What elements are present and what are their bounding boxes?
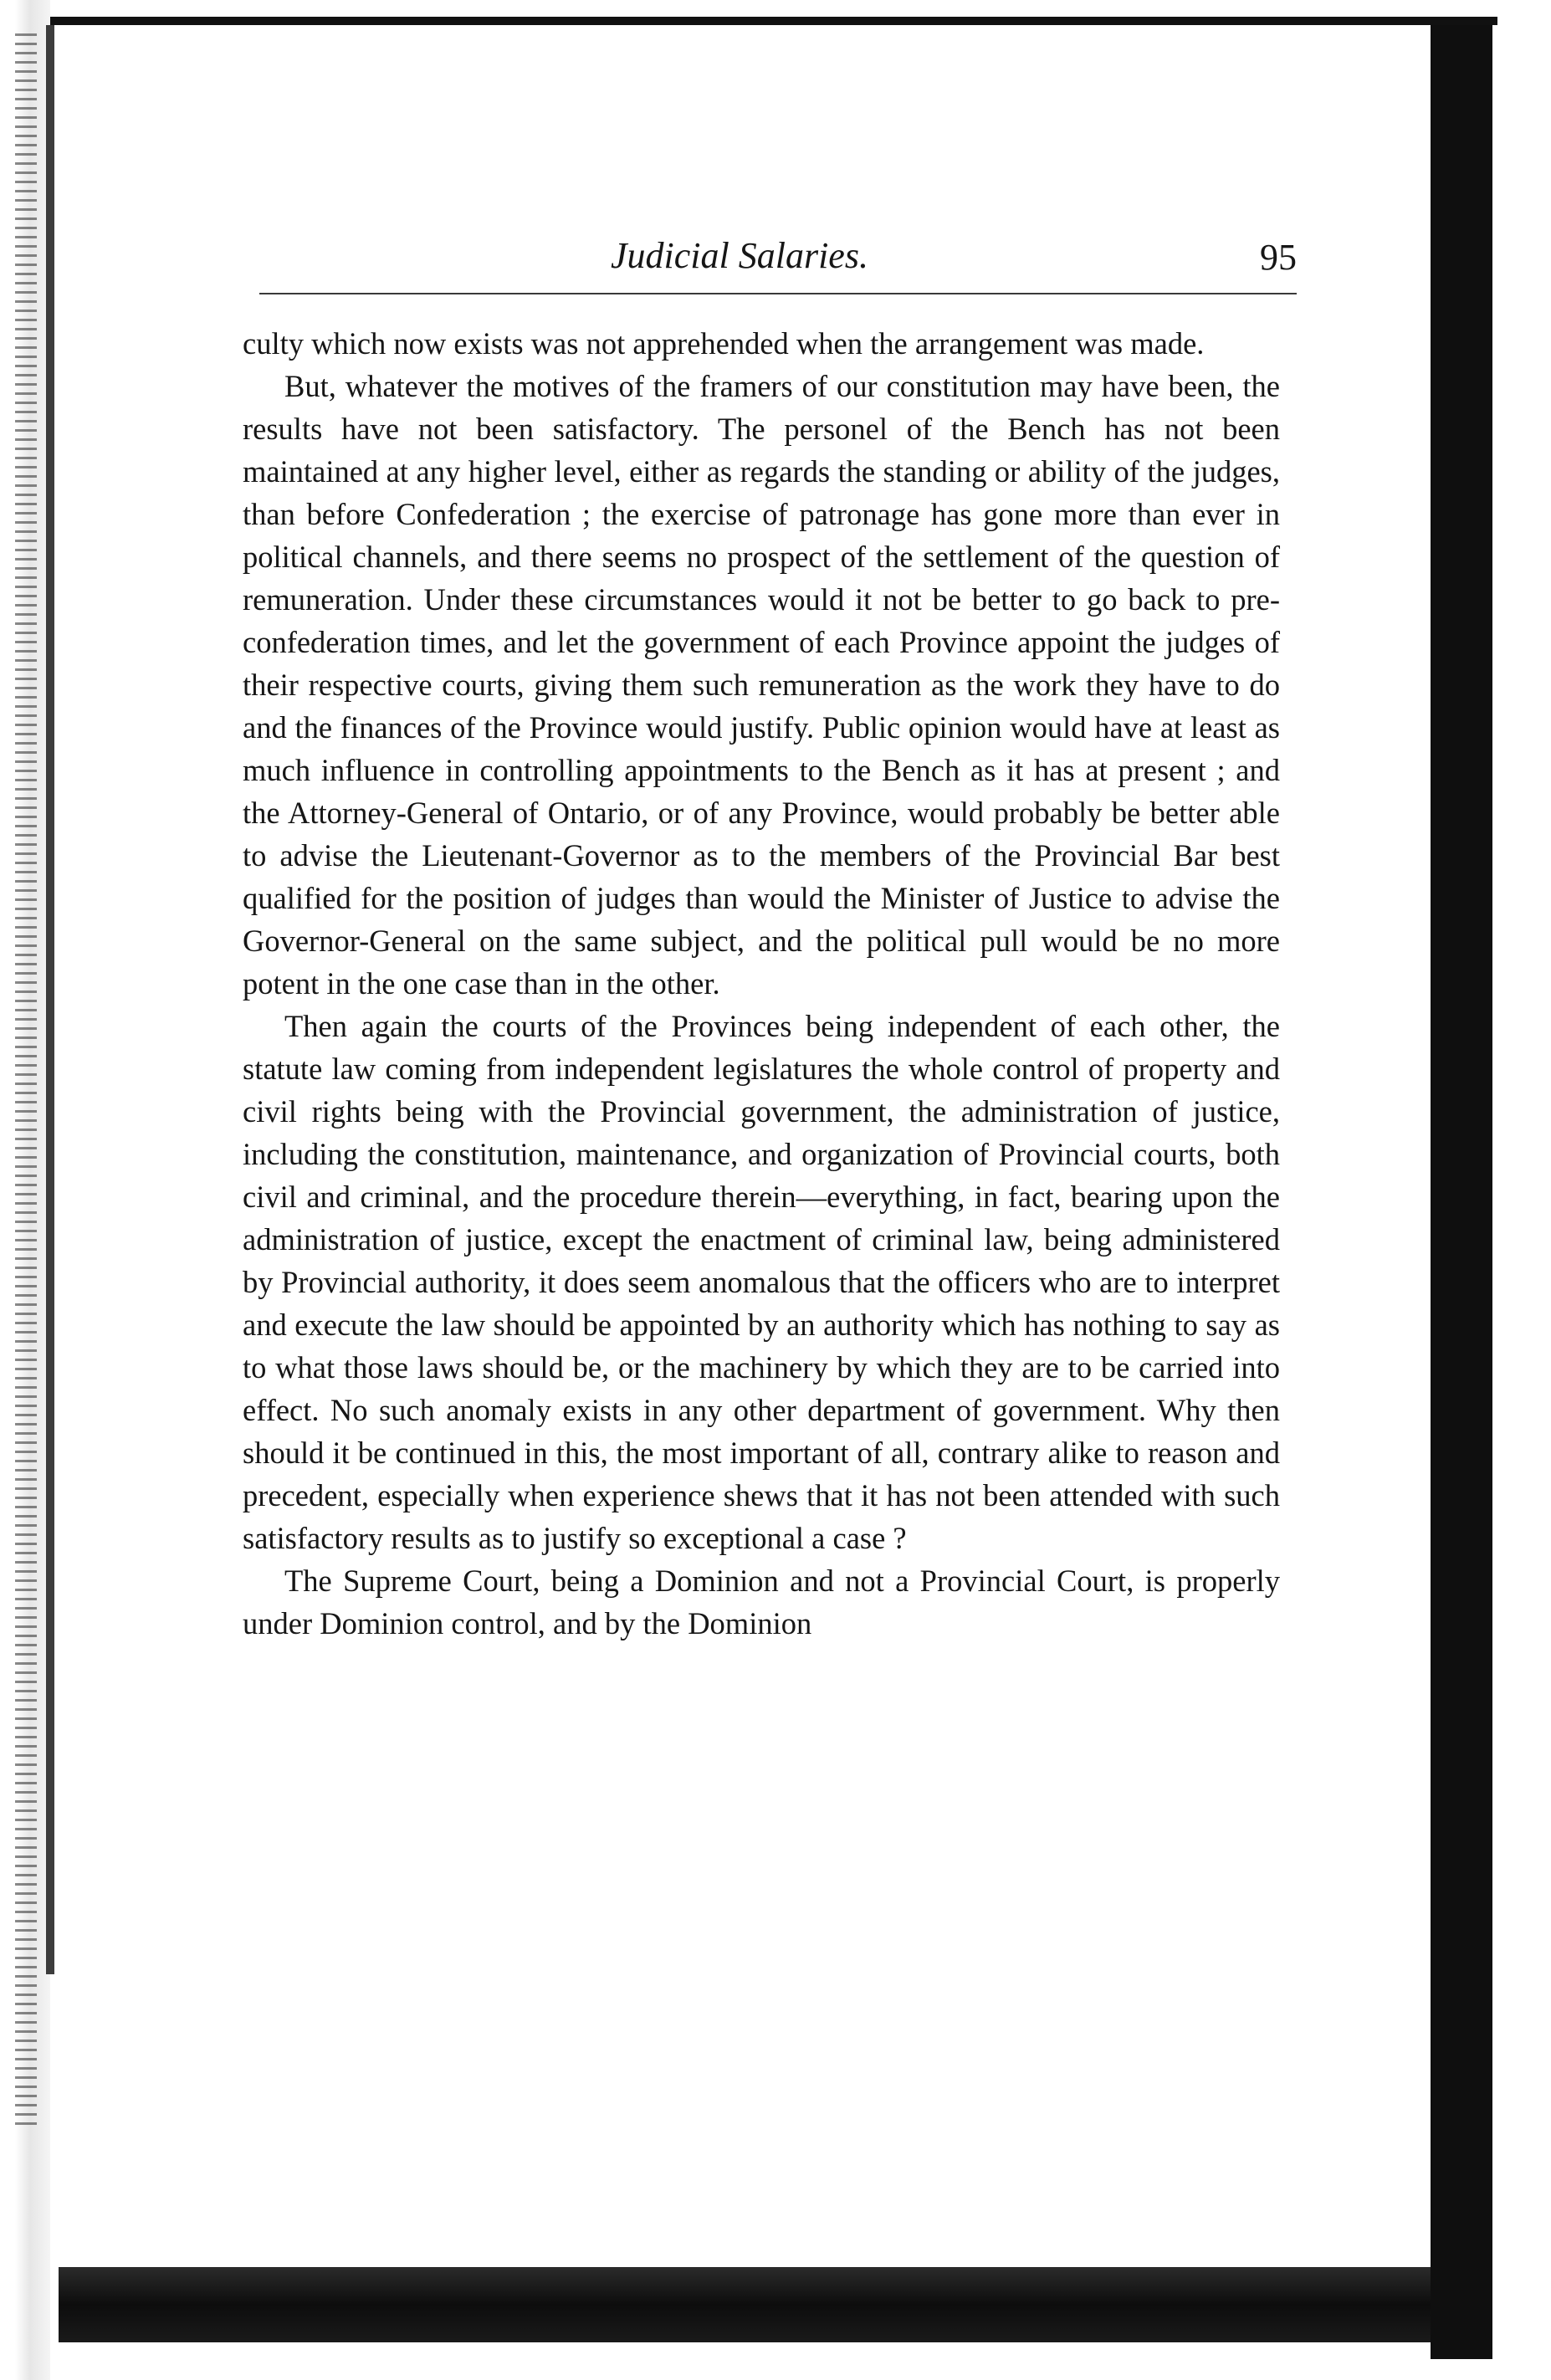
header-rule xyxy=(259,293,1297,294)
running-head xyxy=(259,234,1297,301)
scan-top-border xyxy=(50,17,1497,25)
scan-bottom-border xyxy=(59,2267,1431,2342)
scan-right-border xyxy=(1431,25,1492,2359)
book-page xyxy=(209,209,1297,2200)
scan-left-speckle xyxy=(15,33,37,2125)
paragraph-motives: But, whatever the motives of the framers of our constitution may have been, the results have not been satisfactory. The personel of the Bench has not been maintained at any higher level, either as regards the standing or ability of the judges, than before Confederation ; the exercise of patronage has gone more than ever in political channels, and there seems no prospect of the settlement of the question of remuneration. Under these circumstances would it not be better to go back to pre-confederation times, and let the government of each Province appoint the judges of their respective courts, giving them such remuneration as the work they have to do and the finances of the Province would justify. Public opinion would have at least as much influence in controlling appointments to the Bench as it has at present ; and the Attorney-General of Ontario, or of any Province, would probably be better able to advise the Lieutenant-Governor as to the members of the Provincial Bar best qualified for the position of judges than would the Minister of Justice to advise the Governor-General on the same subject, and the political pull would be no more potent in the one case than in the other. xyxy=(243,369,1280,1001)
running-title: Judicial Salaries. xyxy=(611,235,868,276)
body-text xyxy=(243,322,1280,1645)
paragraph-courts: Then again the courts of the Provinces being independent of each other, the statute law coming from independent legislatures the whole control of property and civil rights being with the Provincial government, the administration of justice, including the constitution, maintenance, and organization of Provincial courts, both civil and criminal, and the procedure therein—everything, in fact, bearing upon the administration of justice, except the enactment of criminal law, being administered by Provincial authority, it does seem anomalous that the officers who are to interpret and execute the law should be appointed by an authority which has nothing to say as to what those laws should be, or the machinery by which they are to be carried into effect. No such anomaly exists in any other department of government. Why then should it be continued in this, the most important of all, contrary alike to reason and precedent, especially when experience shews that it has not been attended with such satisfactory results as to justify so exceptional a case ? xyxy=(243,1009,1280,1555)
paragraph-continued: culty which now exists was not apprehended when the arrangement was made. xyxy=(243,326,1205,361)
scan-left-bar xyxy=(46,25,54,1974)
page-number: 95 xyxy=(1260,237,1297,278)
paragraph-supreme-court: The Supreme Court, being a Dominion and not a Provincial Court, is properly under Dominion control, and by the Dominion xyxy=(243,1564,1280,1640)
